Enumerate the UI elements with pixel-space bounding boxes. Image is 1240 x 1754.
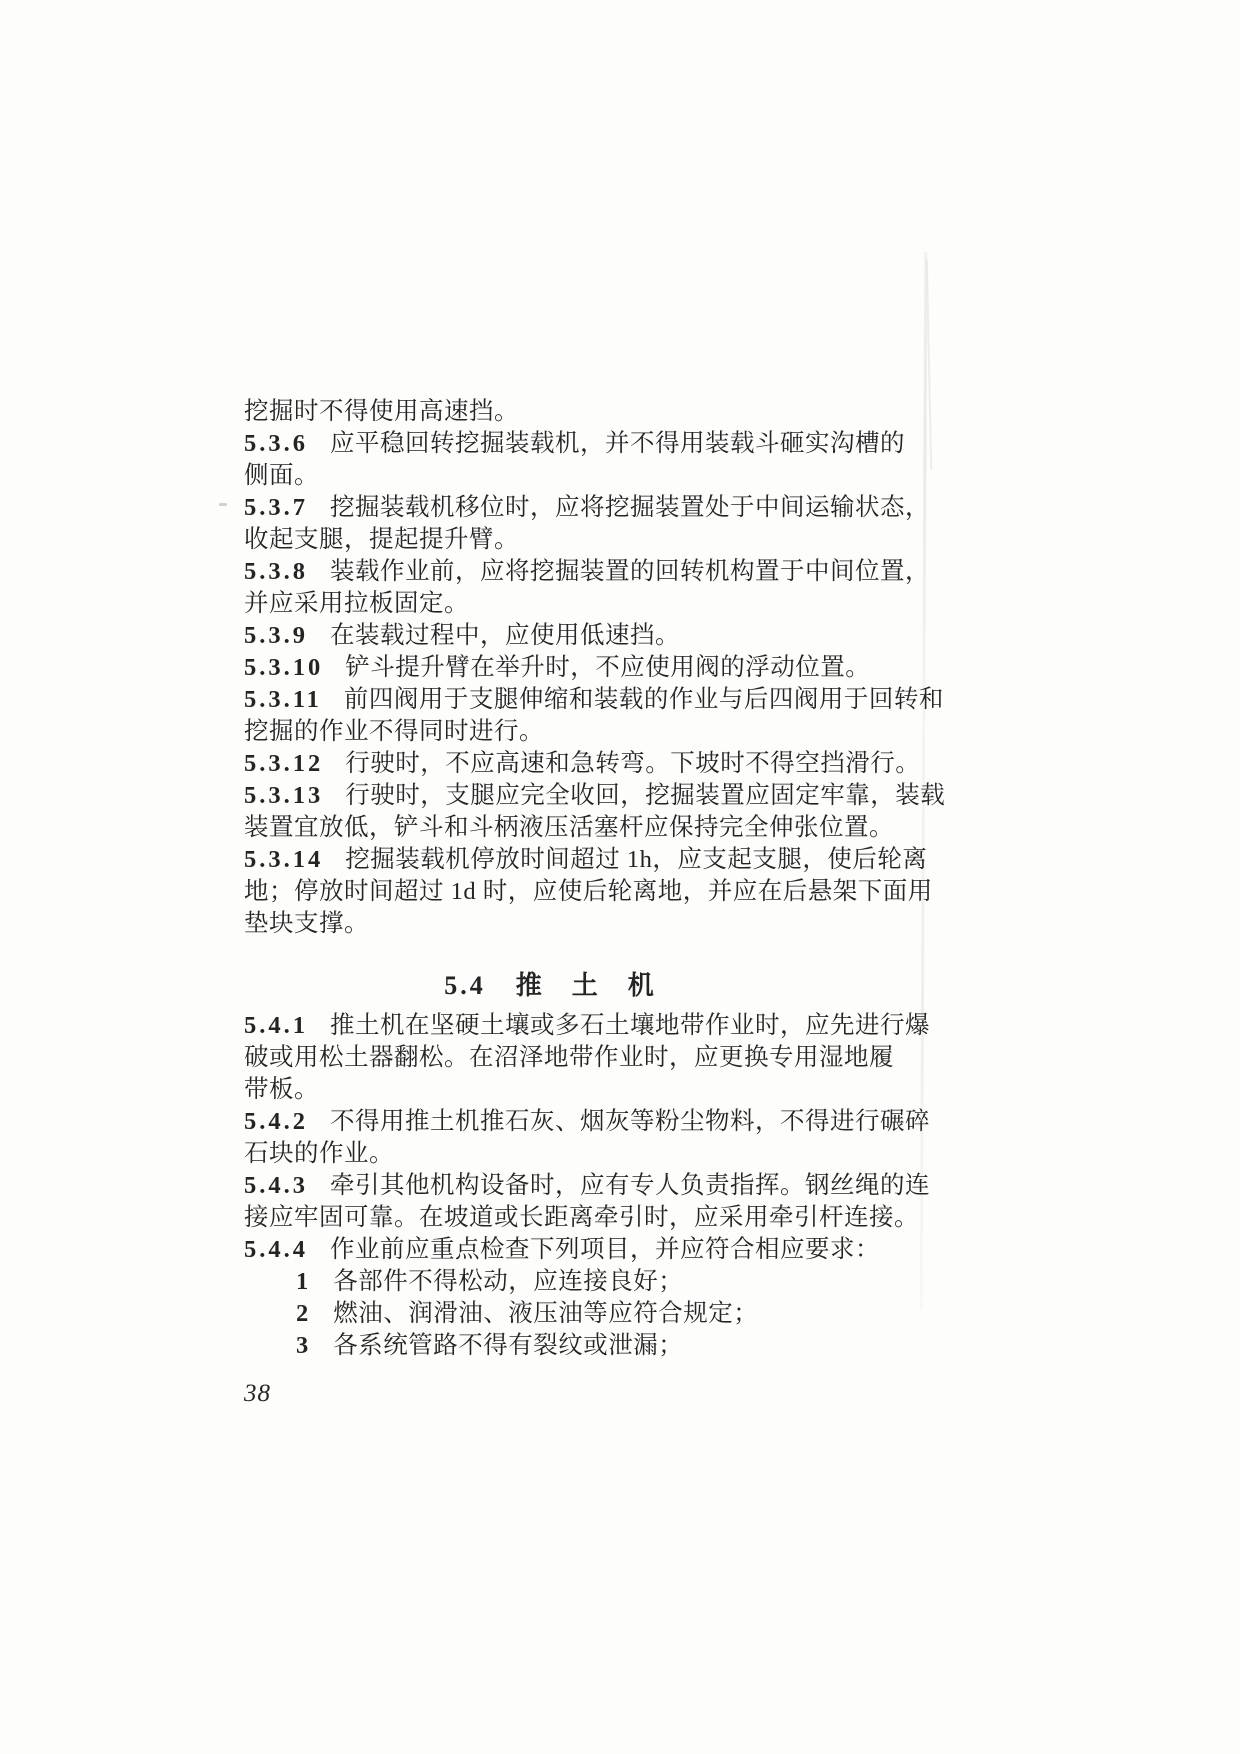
continuation-line (244, 1138, 822, 1170)
clause-text: 垫块支撑。 (244, 910, 369, 937)
list-item-text: 各系统管路不得有裂纹或泄漏； (333, 1332, 684, 1359)
continuation-line (244, 812, 894, 844)
clause-line (244, 748, 921, 780)
clause-number: 5.3.12 (244, 750, 324, 777)
clause-text: 破或用松土器翻松。在沼泽地带作业时，应更换专用湿地履 (244, 1044, 894, 1071)
clause-line (244, 1170, 930, 1202)
clause-text: 应平稳回转挖掘装载机，并不得用装载斗砸实沟槽的 (330, 430, 905, 457)
section-title: 推 土 机 (515, 971, 656, 1000)
scan-artifact-line (920, 252, 928, 1310)
continuation-line (244, 876, 933, 908)
continuation-line (244, 460, 822, 492)
clause-number: 5.4.1 (244, 1012, 308, 1039)
clause-number: 5.3.6 (244, 430, 308, 457)
clause-text: 挖掘装载机移位时，应将挖掘装置处于中间运输状态， (330, 494, 930, 521)
clause-line (244, 620, 822, 652)
clause-line (244, 652, 871, 684)
clause-text: 铲斗提升臂在举升时，不应使用阀的浮动位置。 (345, 654, 871, 681)
list-item-text: 燃油、润滑油、液压油等应符合规定； (333, 1300, 759, 1327)
clause-line (244, 492, 930, 524)
clause-text: 石块的作业。 (244, 1140, 394, 1167)
clause-text: 行驶时，不应高速和急转弯。下坡时不得空挡滑行。 (345, 750, 921, 777)
text-column (244, 396, 946, 1410)
section-heading (244, 966, 822, 1006)
continuation-line (244, 908, 822, 940)
clause-number: 5.3.10 (244, 654, 324, 681)
clause-number: 5.3.8 (244, 558, 308, 585)
clause-number: 5.3.13 (244, 782, 324, 809)
clause-text: 带板。 (244, 1076, 319, 1103)
clause-text: 挖掘的作业不得同时进行。 (244, 718, 544, 745)
clause-line (244, 1106, 930, 1138)
clause-text: 行驶时，支腿应完全收回，挖掘装置应固定牢靠，装载 (345, 782, 946, 809)
continuation-line (244, 588, 822, 620)
list-item-line (244, 1266, 822, 1298)
clause-number: 5.4.2 (244, 1108, 308, 1135)
clause-text: 装载作业前，应将挖掘装置的回转机构置于中间位置， (330, 558, 930, 585)
clause-text: 牵引其他机构设备时，应有专人负责指挥。钢丝绳的连 (330, 1172, 930, 1199)
clause-text: 收起支腿，提起提升臂。 (244, 526, 519, 553)
page-number: 38 (244, 1380, 271, 1407)
clause-line (244, 556, 930, 588)
clause-text: 作业前应重点检查下列项目，并应符合相应要求： (330, 1236, 880, 1263)
clause-number: 5.3.14 (244, 846, 324, 873)
clause-text: 不得用推土机推石灰、烟灰等粉尘物料，不得进行碾碎 (330, 1108, 930, 1135)
list-item-line (244, 1298, 822, 1330)
clause-number: 5.4.4 (244, 1236, 308, 1263)
clause-text: 并应采用拉板固定。 (244, 590, 469, 617)
clause-line (244, 1010, 930, 1042)
clause-text: 挖掘装载机停放时间超过 1h，应支起支腿，使后轮离 (345, 846, 928, 873)
list-item-number: 3 (296, 1332, 312, 1359)
continuation-line (244, 716, 822, 748)
clause-number: 5.3.7 (244, 494, 308, 521)
clause-text: 接应牢固可靠。在坡道或长距离牵引时，应采用牵引杆连接。 (244, 1204, 919, 1231)
clause-text: 地；停放时间超过 1d 时，应使后轮离地，并应在后悬架下面用 (244, 878, 933, 905)
section-number: 5.4 (444, 971, 486, 1000)
clause-text: 前四阀用于支腿伸缩和装载的作业与后四阀用于回转和 (343, 686, 944, 713)
continuation-line (244, 1074, 822, 1106)
continuation-line (244, 1042, 894, 1074)
continuation-line (244, 396, 822, 428)
clause-line (244, 684, 944, 716)
clause-line (244, 428, 905, 460)
clause-text: 装置宜放低，铲斗和斗柄液压活塞杆应保持完全伸张位置。 (244, 814, 894, 841)
clause-text: 侧面。 (244, 462, 319, 489)
clause-number: 5.3.11 (244, 686, 322, 713)
clause-text: 推土机在坚硬土壤或多石土壤地带作业时，应先进行爆 (330, 1012, 930, 1039)
clause-number: 5.3.9 (244, 622, 308, 649)
clause-line (244, 780, 946, 812)
continuation-line (244, 1202, 919, 1234)
clause-text: 挖掘时不得使用高速挡。 (244, 398, 519, 425)
scan-speck (219, 503, 227, 506)
continuation-line (244, 524, 822, 556)
list-item-text: 各部件不得松动，应连接良好； (333, 1268, 684, 1295)
clause-line (244, 844, 928, 876)
list-item-line (244, 1330, 822, 1362)
list-item-number: 2 (296, 1300, 312, 1327)
list-item-number: 1 (296, 1268, 312, 1295)
clause-line (244, 1234, 880, 1266)
clause-text: 在装载过程中，应使用低速挡。 (330, 622, 680, 649)
clause-number: 5.4.3 (244, 1172, 308, 1199)
